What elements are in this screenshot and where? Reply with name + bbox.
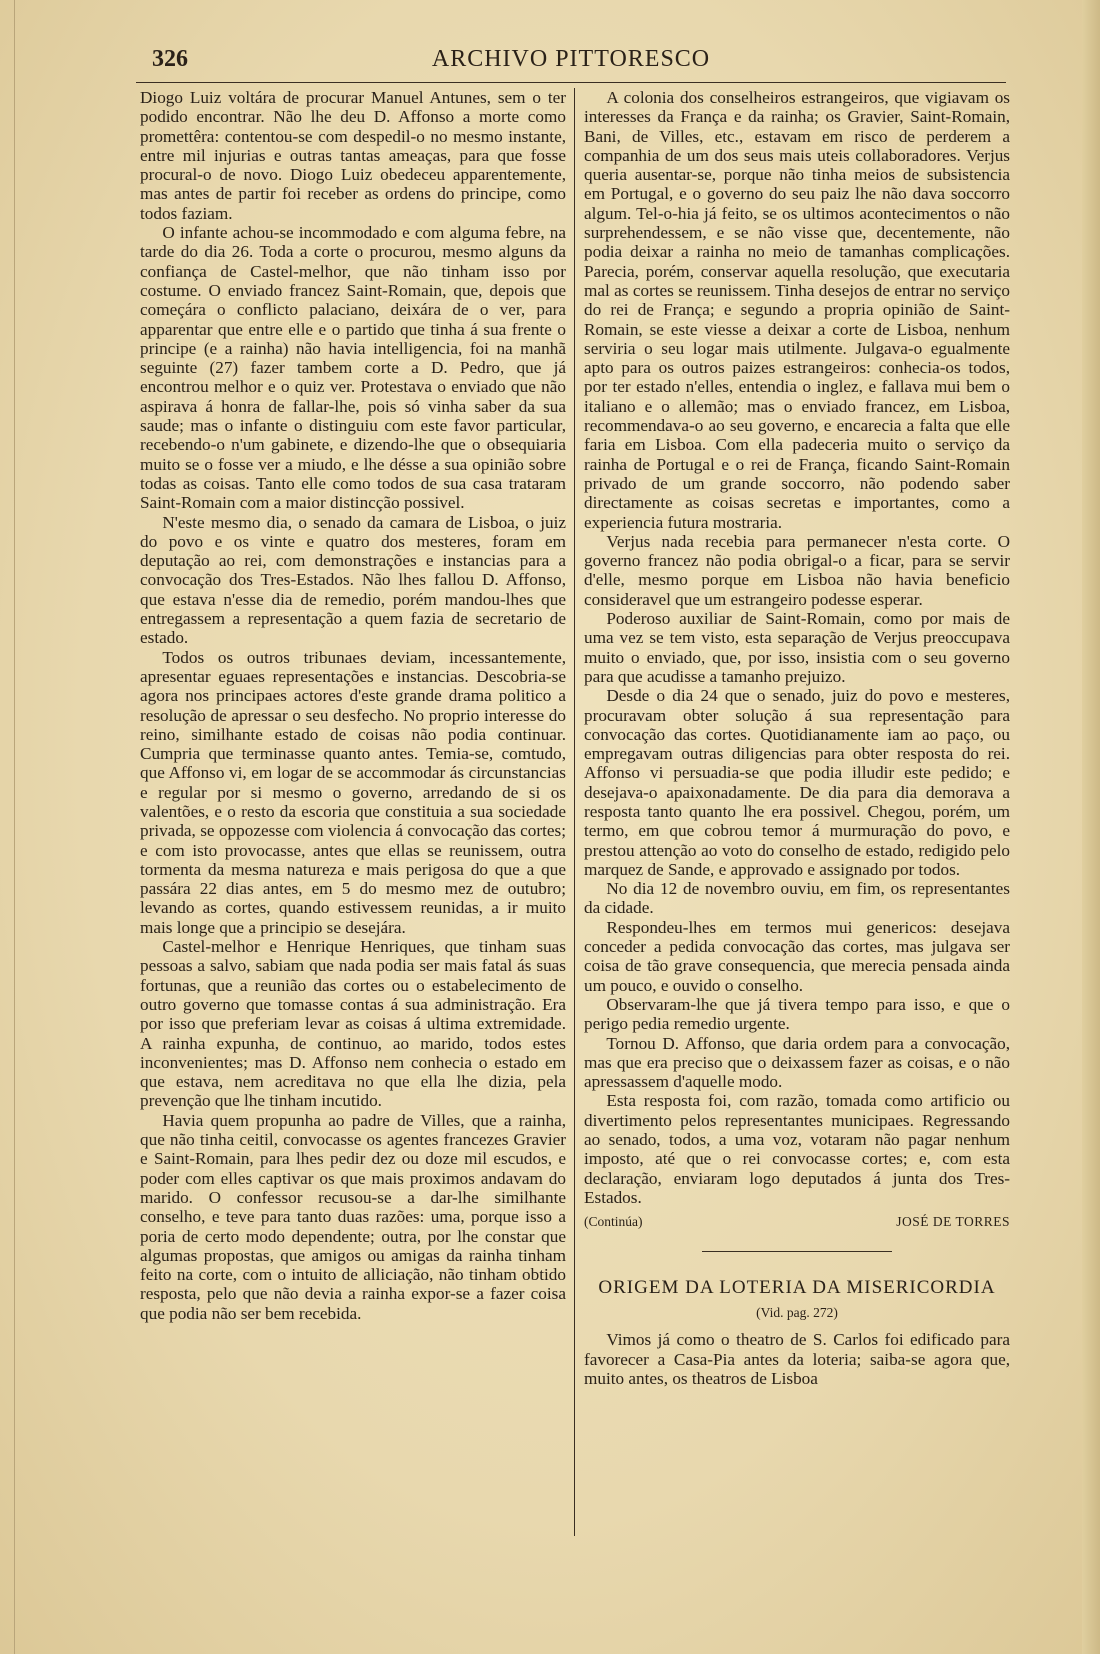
paragraph: Todos os outros tribunaes deviam, incessantemente, apresentar eguaes representações e instancias. Descobria-se agora nos principaes actores d'este grande drama politico a resolução de apressar o seu desfecho. No proprio interesse do reino, similhante estado de coisas não podia continuar. Cumpria que terminasse quanto antes. Temia-se, comtudo, que Affonso vi, em logar de se accommodar ás circunstancias e regular por si mesmo o governo, arredando de si os valentões, e o resto da escoria que constituia a sua sociedade privada, se oppozesse com violencia á convocação das cortes; e com isto provocasse, antes que ellas se reunissem, outra tormenta da mesma natureza e mais perigosa do que a que passára 22 dias antes, em 5 do mesmo mez de outubro; levando as cortes, quando estivessem reunidas, a ir muito mais longe que a principio se desejára. xyxy=(140,647,566,937)
paragraph: Poderoso auxiliar de Saint-Romain, como por mais de uma vez se tem visto, esta separação de Verjus preoccupava muito o enviado, que, por isso, insistia com o seu governo para que acudisse a tamanho prejuizo. xyxy=(584,609,1010,686)
article-title: ORIGEM DA LOTERIA DA MISERICORDIA xyxy=(598,1277,996,1299)
page-right-edge xyxy=(1082,0,1100,1654)
page-header xyxy=(136,42,1006,83)
continua-note: (Continúa) xyxy=(584,1214,643,1230)
paragraph: Havia quem propunha ao padre de Villes, que a rainha, que não tinha ceitil, convocasse os agentes francezes Gravier e Saint-Romain, para lhes pedir dez ou doze mil escudos, e poder com elles captivar os que mais proximos andavam do marido. O confessor recusou-se a dar-lhe similhante conselho, e teve para tanto duas razões: uma, porque isso a poria de certo modo dependente; outra, por lhe constar que algumas propostas, que amigos ou amigas da rainha tinham feito na corte, com o intuito de alliciação, não tinham obtido resposta, pelo que não devia a rainha expor-se a fazer coisa que podia não ser bem recebida. xyxy=(140,1110,566,1323)
running-title: ARCHIVO PITTORESCO xyxy=(431,46,711,72)
paragraph: Verjus nada recebia para permanecer n'esta corte. O governo francez não podia obrigal-o a ficar, para se servir d'elle, mesmo porque em Lisboa não havia beneficio consideravel que um estrangeiro podesse esperar. xyxy=(584,531,1010,609)
paragraph: Diogo Luiz voltára de procurar Manuel Antunes, sem o ter podido encontrar. Não lhe deu D. Affonso a morte como promettêra: contentou-se com despedil-o no mesmo instante, entre mil injurias e outras tantas ameaças, para que fosse procural-o de novo. Diogo Luiz obedeceu apparentemente, mas antes de partir foi receber as ordens do principe, como todos faziam. xyxy=(140,88,566,223)
article-divider xyxy=(702,1251,892,1252)
right-column xyxy=(584,88,1010,1388)
column-rule xyxy=(574,88,575,1536)
left-column xyxy=(140,88,566,1323)
page-number: 326 xyxy=(152,46,188,72)
page-edge-line xyxy=(14,0,15,1654)
paragraph: Tornou D. Affonso, que daria ordem para a convocação, mas que era preciso que o deixassem fazer as coisas, e o não apressassem d'aquelle modo. xyxy=(584,1033,1010,1092)
paragraph: Observaram-lhe que já tivera tempo para isso, e que o perigo pedia remedio urgente. xyxy=(584,994,1010,1034)
paragraph: No dia 12 de novembro ouviu, em fim, os representantes da cidade. xyxy=(584,879,1010,918)
paragraph: N'este mesmo dia, o senado da camara de Lisboa, o juiz do povo e os vinte e quatro dos mesteres, foram em deputação ao rei, com demonstrações e instancias para a convocação dos Tres-Estados. Não lhes fallou D. Affonso, que estava n'esse dia de remedio, porém mandou-lhes que entregassem a representação a quem fazia de secretario de estado. xyxy=(140,512,566,648)
article-reference: (Vid. pag. 272) xyxy=(756,1305,838,1321)
author-name: JOSÉ DE TORRES xyxy=(896,1214,1010,1230)
paragraph: Respondeu-lhes em termos mui genericos: desejava conceder a pedida convocação das cortes, mas julgava ser coisa de tão grave consequencia, que merecia pensada ainda um pouco, e ouvido o conselho. xyxy=(584,917,1010,995)
paragraph: O infante achou-se incommodado e com alguma febre, na tarde do dia 26. Toda a corte o procurou, mesmo alguns da confiança de Castel-melhor, que não tinham isso por costume. O enviado francez Saint-Romain, que, depois que começára o conflicto palaciano, deixára de o ver, para apparentar que entre elle e o partido que tinha á sua frente o principe (e a rainha) não havia intelligencia, foi na manhã seguinte (27) fazer tambem corte a D. Pedro, que já encontrou melhor e o quiz ver. Protestava o enviado que não aspirava á honra de fallar-lhe, pois só vinha saber da sua saude; mas o infante o distinguiu com este favor particular, recebendo-o n'um gabinete, e dizendo-lhe que o obsequiaria muito se o fosse ver a miudo, e lhe désse a sua opinião sobre todas as coisas. Tanto elle como todos de sua casa trataram Saint-Romain com a maior distincção possivel. xyxy=(140,223,566,513)
paragraph: Vimos já como o theatro de S. Carlos foi edificado para favorecer a Casa-Pia antes da loteria; saiba-se agora que, muito antes, os theatros de Lisboa xyxy=(584,1330,1010,1388)
paragraph: Esta resposta foi, com razão, tomada como artificio ou divertimento pelos representantes municipaes. Regressando ao senado, todos, a uma voz, votaram não pagar nenhum imposto, até que o rei convocasse cortes; e, com esta declaração, enviaram logo deputados á junta dos Tres-Estados. xyxy=(584,1091,1010,1207)
paragraph: Desde o dia 24 que o senado, juiz do povo e mesteres, procuravam obter solução á sua representação para convocação das cortes. Quotidianamente iam ao paço, ou empregavam outras diligencias para obter resposta do rei. Affonso vi persuadia-se que podia illudir este pedido; e desejava-o apaixonadamente. De dia para dia demorava a resposta tanto quanto lhe era possivel. Chegou, porém, um termo, em que cobrou temor á murmuração do povo, e prestou attenção ao voto do conselho de estado, redigido pelo marquez de Sande, e approvado e assignado por todos. xyxy=(584,686,1010,879)
paragraph: A colonia dos conselheiros estrangeiros, que vigiavam os interesses da França e da rainha; os Gravier, Saint-Romain, Bani, de Villes, etc., estavam em risco de perderem a companhia de um dos seus mais uteis collaboradores. Verjus queria ausentar-se, porque não tinha meios de subsistencia em Portugal, e o governo do seu paiz lhe não dava soccorro algum. Tel-o-hia já feito, se os ultimos acontecimentos o não surprehendessem, e se não visse que, decentemente, não podia deixar a rainha no meio de tamanhas complicações. Parecia, porém, conservar aquella resolução, que executaria mal as cortes se reunissem. Tinha desejos de entrar no serviço do rei de França; e segundo a propria opinião de Saint-Romain, se este viesse a deixar a corte de Lisboa, nenhum serviria o seu logar mais utilmente. Julgava-o egualmente apto para os outros paizes estrangeiros: conhecia-os todos, por ter estado n'elles, entendia o inglez, e fallava mui bem o italiano e o allemão; mas o enviado francez, em Lisboa, recommendava-o ao seu governo, e encarecia a falta que elle faria em Lisboa. Com ella padeceria muito o serviço da rainha de Portugal e o rei de França, ficando Saint-Romain privado de um grande soccorro, não podendo saber directamente as coisas secretas e importantes, como a experiencia futura mostraria. xyxy=(584,88,1010,532)
article-signoff xyxy=(584,1213,1010,1231)
paragraph: Castel-melhor e Henrique Henriques, que tinham suas pessoas a salvo, sabiam que nada podia ser mais fatal ás suas fortunas, que a reunião das cortes ou o estabelecimento de outro governo que tomasse contas á sua administração. Era por isso que preferiam levar as coisas á ultima extremidade. A rainha expunha, de continuo, ao marido, todos estes inconvenientes; mas D. Affonso nem conhecia o estado em que estava, nem acreditava no que ella lhe dizia, pela prevenção que lhe tinham incutido. xyxy=(140,937,566,1111)
